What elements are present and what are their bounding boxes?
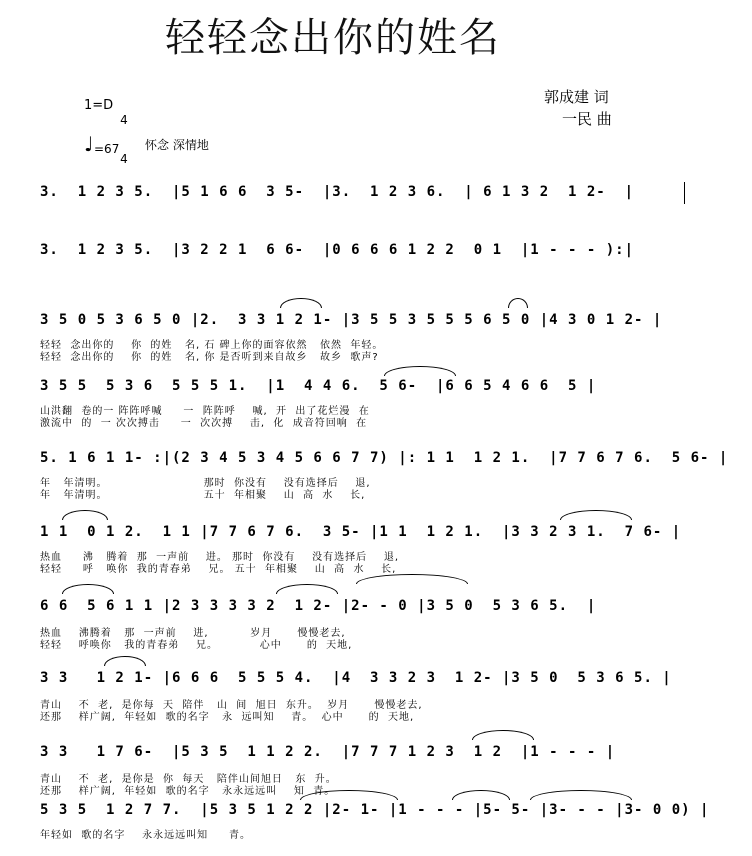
time-denominator: 4 — [120, 152, 128, 166]
score-system-8: 3 3 1 2 1- |6 6 6 5 5 5 4. |4 3 3 2 3 1 2- |3 5 0 5 3 6 5. | — [40, 670, 672, 686]
composer-credit: 一民 曲 — [562, 110, 612, 128]
lyricist-credit: 郭成建 词 — [544, 88, 609, 106]
lyric-line: 青山 不 老, 是你是 你 每天 陪伴山间旭日 东 升。 — [40, 774, 337, 785]
key-signature: 1=D — [84, 98, 114, 113]
lyric-line: 年 年清明。 五十 年相聚 山 高 水 长, — [40, 490, 366, 501]
lyric-line: 还那 样广阔, 年轻如 歌的名字 永 远叫知 青。 心中 的 天地, — [40, 712, 415, 723]
quarter-note-icon: ♩ — [84, 132, 94, 156]
barline — [684, 182, 685, 204]
lyric-line: 轻轻 呼唤你 我的青春弟 兄。 心中 的 天地, — [40, 640, 353, 651]
lyric-line: 青山 不 老, 是你每 天 陪伴 山 间 旭日 东升。 岁月 慢慢老去, — [40, 700, 423, 711]
slur — [452, 790, 510, 800]
score-system-9: 3 3 1 7 6- |5 3 5 1 1 2 2. |7 7 7 1 2 3 1 2 |1 - - - | — [40, 744, 616, 760]
slur — [62, 510, 108, 520]
slur — [62, 584, 114, 594]
expression-marking: 怀念 深情地 — [145, 138, 209, 152]
lyric-line: 山洪翻 卷的一 阵阵呼喊 一 阵阵呼 喊, 开 出了花烂漫 在 — [40, 406, 370, 417]
slur — [280, 298, 322, 308]
lyric-line: 热血 沸 腾着 那 一声前 进。 那时 你没有 没有选择后 退, — [40, 552, 400, 563]
score-system-2: 3. 1 2 3 5. |3 2 2 1 6 6- |0 6 6 6 1 2 2 0 1 |1 - - - ):| — [40, 242, 635, 258]
tempo-marking: =67 — [94, 142, 120, 156]
time-signature — [118, 88, 130, 179]
score-system-3: 3 5 0 5 3 6 5 0 |2. 3 3 1 2 1- |3 5 5 3 5 5 5 6 5 0 |4 3 0 1 2- | — [40, 312, 663, 328]
song-title: 轻轻念出你的姓名 — [165, 15, 501, 61]
lyric-line: 激流中 的 一 次次搏击 一 次次搏 击, 化 成音符回响 在 — [40, 418, 368, 429]
slur — [530, 790, 632, 800]
score-system-10: 5 3 5 1 2 7 7. |5 3 5 1 2 2 |2- 1- |1 - - - |5- 5- |3- - - |3- 0 0) | — [40, 802, 710, 818]
lyric-line: 年 年清明。 那时 你没有 没有选择后 退, — [40, 478, 371, 489]
slur — [508, 298, 528, 308]
time-numerator: 4 — [120, 113, 128, 127]
lyric-line: 热血 沸腾着 那 一声前 进, 岁月 慢慢老去, — [40, 628, 346, 639]
lyric-line: 轻轻 呼 唤你 我的青春弟 兄。 五十 年相聚 山 高 水 长, — [40, 564, 397, 575]
score-system-5: 5. 1 6 1 1- :|(2 3 4 5 3 4 5 6 6 7 7) |: 1 1 1 2 1. |7 7 6 7 6. 5 6- | — [40, 450, 729, 466]
slur — [472, 730, 534, 740]
lyric-line: 轻轻 念出你的 你 的姓 名, 你 是否听到来自故乡 故乡 歌声? — [40, 352, 379, 363]
slur — [356, 574, 468, 584]
score-system-4: 3 5 5 5 3 6 5 5 5 1. |1 4 4 6. 5 6- |6 6 5 4 6 6 5 | — [40, 378, 597, 394]
slur — [276, 584, 338, 594]
score-system-7: 6 6 5 6 1 1 |2 3 3 3 3 2 1 2- |2- - 0 |3 5 0 5 3 6 5. | — [40, 598, 597, 614]
lyric-line: 还那 样广阔, 年轻如 歌的名字 永永远远叫 知 青。 — [40, 786, 336, 797]
score-system-1: 3. 1 2 3 5. |5 1 6 6 3 5- |3. 1 2 3 6. | 6 1 3 2 1 2- | — [40, 184, 635, 200]
lyric-line: 轻轻 念出你的 你 的姓 名, 石 碑上你的面容依然 依然 年轻。 — [40, 340, 384, 351]
slur — [384, 366, 456, 376]
score-system-6: 1 1 0 1 2. 1 1 |7 7 6 7 6. 3 5- |1 1 1 2 1. |3 3 2 3 1. 7 6- | — [40, 524, 682, 540]
slur — [560, 510, 632, 520]
lyric-line: 年轻如 歌的名字 永永远远叫知 青。 — [40, 830, 251, 841]
slur — [104, 656, 146, 666]
